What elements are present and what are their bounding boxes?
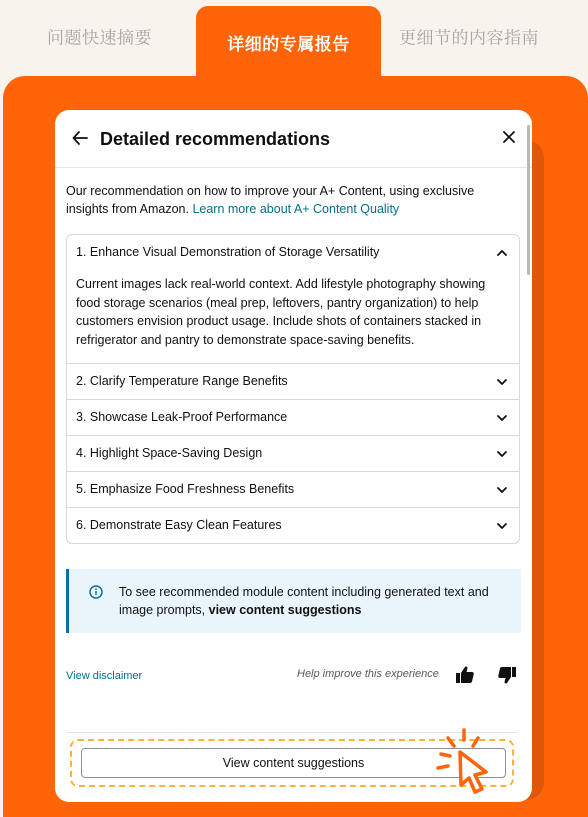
panel-header bbox=[55, 110, 532, 168]
accordion-item bbox=[67, 400, 519, 436]
info-description: To see recommended module content including generated text and image prompts, bbox=[119, 585, 489, 617]
help-improve-text: Help improve this experience bbox=[297, 668, 439, 680]
chevron-down-icon bbox=[495, 364, 509, 399]
accordion-title: 6. Demonstrate Easy Clean Features bbox=[76, 518, 282, 532]
accordion-header[interactable] bbox=[67, 472, 519, 507]
chevron-down-icon bbox=[495, 436, 509, 471]
chevron-down-icon bbox=[495, 400, 509, 435]
accordion-title: 3. Showcase Leak-Proof Performance bbox=[76, 410, 288, 424]
tab-quick-summary[interactable]: 问题快速摘要 bbox=[47, 28, 152, 49]
intro-description: Our recommendation on how to improve your A+ Content, using exclusive insights from Amazon. bbox=[66, 184, 475, 216]
accordion-title: 4. Highlight Space-Saving Design bbox=[76, 446, 263, 460]
accordion-item bbox=[67, 235, 519, 364]
accordion-header[interactable] bbox=[67, 235, 519, 270]
chevron-down-icon bbox=[495, 472, 509, 507]
view-content-suggestions-button[interactable]: View content suggestions bbox=[81, 748, 506, 778]
tab-content-guide[interactable]: 更细节的内容指南 bbox=[399, 28, 539, 49]
panel-title: Detailed recommendations bbox=[100, 129, 331, 149]
chevron-up-icon bbox=[495, 235, 509, 270]
accordion-header[interactable] bbox=[67, 508, 519, 543]
report-tabs bbox=[0, 0, 588, 76]
chevron-down-icon bbox=[495, 508, 509, 543]
accordion-title: 2. Clarify Temperature Range Benefits bbox=[76, 374, 288, 388]
accordion-header[interactable] bbox=[67, 436, 519, 471]
pointer-cursor-icon bbox=[428, 726, 498, 798]
info-icon bbox=[89, 585, 103, 599]
accordion-item bbox=[67, 436, 519, 472]
close-icon[interactable] bbox=[502, 126, 516, 156]
back-arrow-icon[interactable] bbox=[72, 127, 88, 149]
info-text bbox=[119, 583, 514, 619]
info-emphasis: view content suggestions bbox=[208, 603, 362, 617]
accordion-item bbox=[67, 508, 519, 543]
accordion-title: 1. Enhance Visual Demonstration of Storage Versatility bbox=[76, 245, 380, 259]
scrollbar[interactable] bbox=[527, 125, 530, 275]
accordion-header[interactable] bbox=[67, 400, 519, 435]
thumbs-down-icon[interactable] bbox=[497, 665, 517, 685]
view-disclaimer-link[interactable]: View disclaimer bbox=[66, 670, 143, 682]
accordion-item bbox=[67, 364, 519, 400]
accordion-header[interactable] bbox=[67, 364, 519, 399]
accordion-body: Current images lack real-world context. Add lifestyle photography showing food storage scenarios (meal prep, leftovers, pantry organization) to help customers envision product usage. Include shots of containers stacked in refrigerator and pantry to demonstrate space-saving benefits. bbox=[76, 277, 486, 347]
accordion-title: 5. Emphasize Food Freshness Benefits bbox=[76, 482, 295, 496]
intro-text bbox=[66, 182, 506, 218]
recommendations-panel bbox=[55, 110, 532, 802]
learn-more-link[interactable]: Learn more about A+ Content Quality bbox=[192, 202, 400, 216]
tab-detailed-report[interactable]: 详细的专属报告 bbox=[196, 6, 381, 88]
accordion-item bbox=[67, 472, 519, 508]
recommendations-accordion bbox=[66, 234, 520, 544]
thumbs-up-icon[interactable] bbox=[455, 665, 475, 685]
info-alert bbox=[66, 569, 521, 633]
